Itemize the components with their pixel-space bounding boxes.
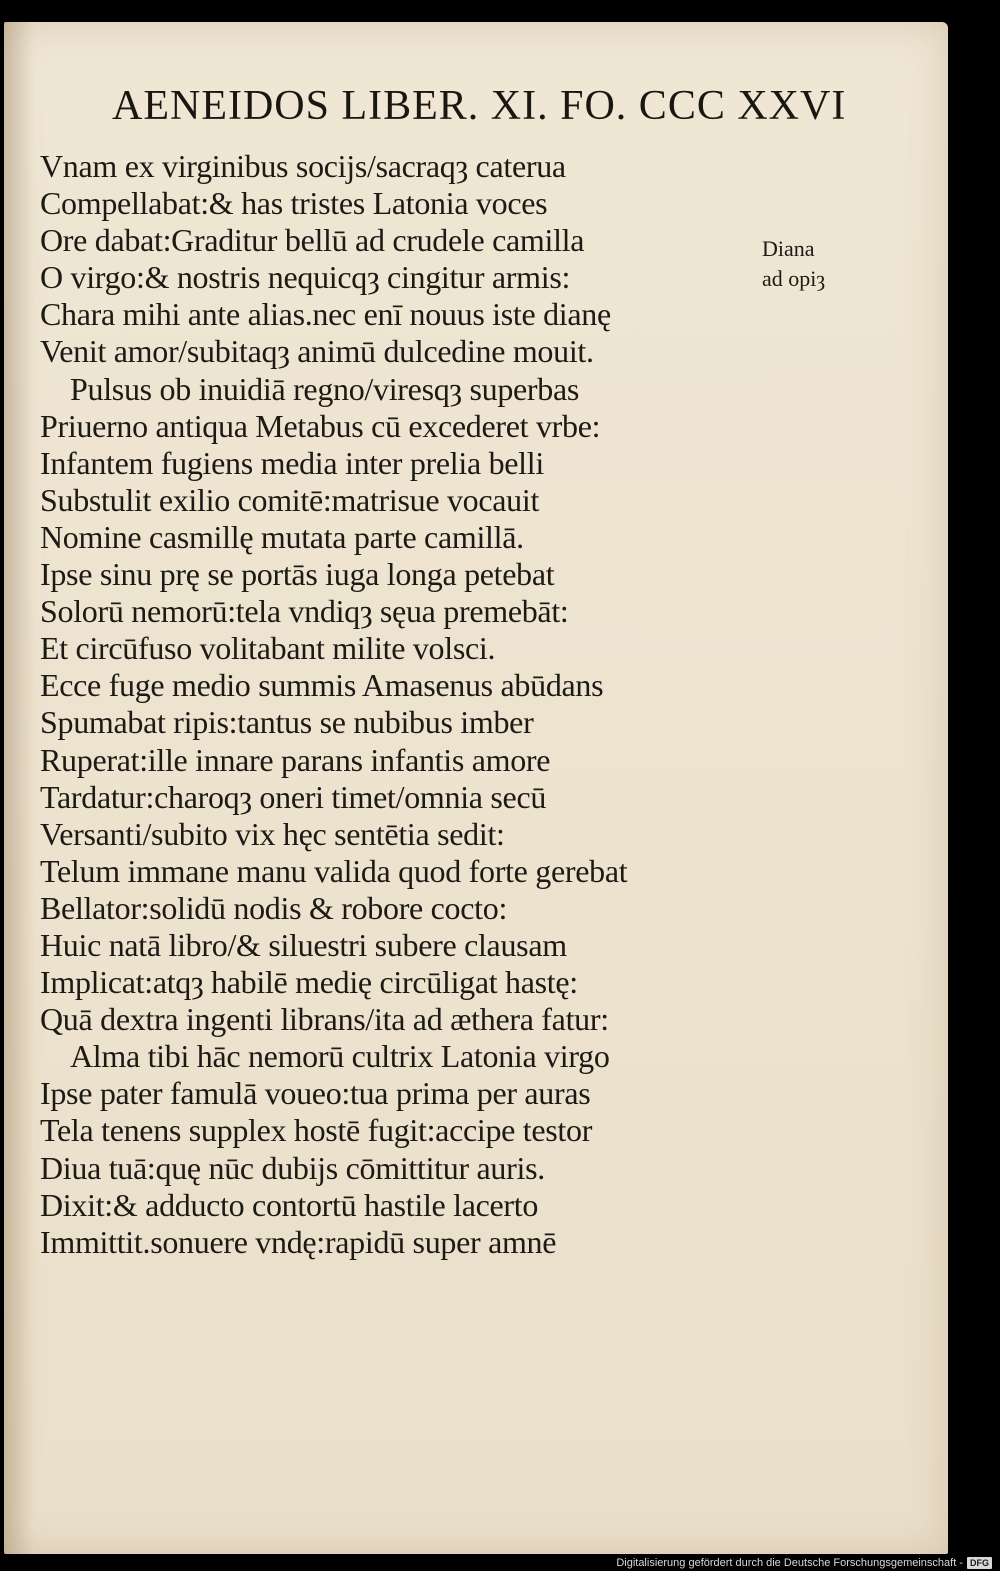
marginal-note-line: ad opiȝ [762, 266, 826, 291]
marginal-note [762, 234, 825, 294]
verse-line: Chara mihi ante alias.nec enī nouus iste dianę [40, 296, 611, 333]
book-page [4, 22, 948, 1554]
verse-line: Huic natā libro/& siluestri subere clausam [40, 926, 567, 963]
verse-line: Quā dextra ingenti librans/ita ad æthera fatur: [40, 1001, 609, 1038]
digitization-credit [616, 1557, 992, 1569]
verse-list [40, 148, 760, 1261]
verse-line: Telum immane manu valida quod forte gerebat [40, 852, 628, 889]
verse-line: Immittit.sonuere vndę:rapidū super amnē [40, 1223, 557, 1260]
verse-line: Spumabat ripis:tantus se nubibus imber [40, 704, 534, 741]
verse-line: O virgo:& nostris nequicqȝ cingitur armis: [40, 259, 571, 296]
marginal-note-line: Diana [762, 236, 815, 261]
verse-line: Alma tibi hāc nemorū cultrix Latonia virgo [70, 1038, 610, 1075]
verse-line: Tardatur:charoqȝ oneri timet/omnia secū [40, 778, 547, 815]
verse-line: Compellabat:& has tristes Latonia voces [40, 185, 548, 222]
verse-line: Nomine casmillę mutata parte camillā. [40, 518, 524, 555]
verse-line: Venit amor/subitaqȝ animū dulcedine mouit. [40, 333, 594, 370]
verse-line: Ruperat:ille innare parans infantis amore [40, 741, 551, 778]
verse-line: Ore dabat:Graditur bellū ad crudele camilla [40, 222, 585, 259]
verse-line: Vnam ex virginibus socijs/sacraqȝ caterua [40, 148, 566, 184]
verse-line: Pulsus ob inuidiā regno/viresqȝ superbas [70, 370, 580, 407]
verse-line: Priuerno antiqua Metabus cū excederet vrbe: [40, 407, 601, 444]
credit-text: Digitalisierung gefördert durch die Deutsche Forschungsgemeinschaft - [616, 1557, 963, 1569]
verse-line: Solorū nemorū:tela vndiqȝ sęua premebāt: [40, 593, 569, 630]
verse-line: Dixit:& adducto contortū hastile lacerto [40, 1186, 539, 1223]
verse-line: Bellator:solidū nodis & robore cocto: [40, 889, 508, 926]
verse-line: Tela tenens supplex hostē fugit:accipe testor [40, 1112, 593, 1149]
verse-line: Substulit exilio comitē:matrisue vocauit [40, 481, 540, 518]
verse-line: Ipse sinu prę se portās iuga longa petebat [40, 556, 555, 593]
verse-line: Diua tuā:quę nūc dubijs cōmittitur auris. [40, 1149, 545, 1186]
verse-line: Ecce fuge medio summis Amasenus abūdans [40, 667, 604, 704]
verse-line: Et circūfuso volitabant milite volsci. [40, 630, 496, 667]
running-header: AENEIDOS LIBER. XI. FO. CCC XXVI [112, 83, 847, 129]
verse-line: Ipse pater famulā voueo:tua prima per auras [40, 1075, 591, 1112]
verse-line: Infantem fugiens media inter prelia belli [40, 444, 544, 481]
verse-line: Versanti/subito vix hęc sentētia sedit: [40, 815, 505, 852]
verse-line: Implicat:atqȝ habilē medię circūligat hastę: [40, 964, 578, 1001]
dfg-logo-icon: DFG [967, 1557, 992, 1569]
